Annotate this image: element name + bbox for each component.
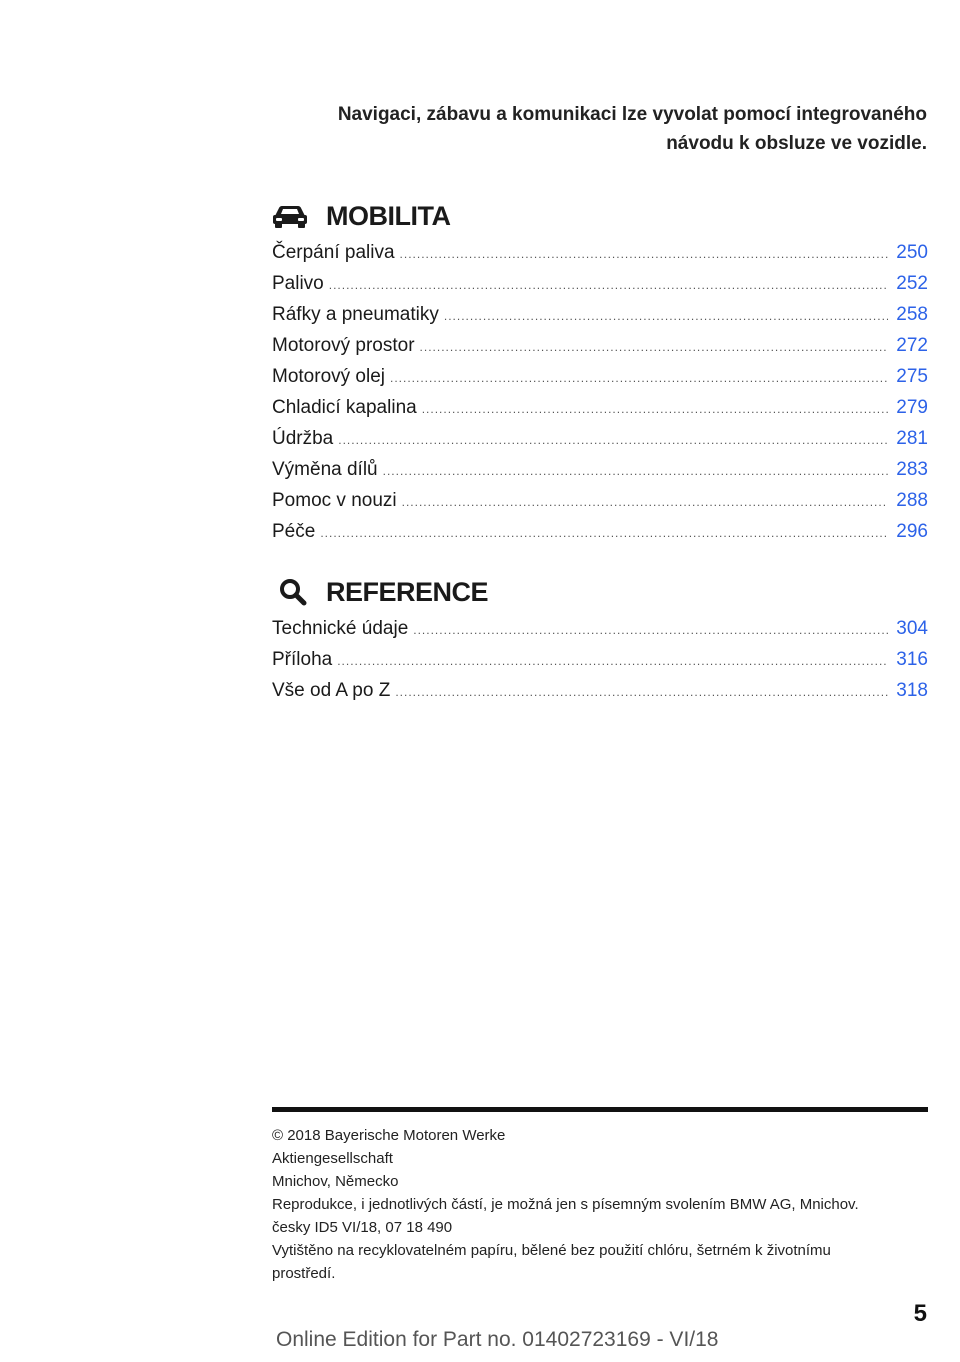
toc-page-link[interactable]: 318 bbox=[896, 680, 928, 701]
toc-page-link[interactable]: 279 bbox=[896, 397, 928, 418]
toc-label: Motorový olej bbox=[272, 366, 385, 387]
leader-dots bbox=[444, 307, 888, 326]
imprint-line: česky ID5 VI/18, 07 18 490 bbox=[272, 1219, 453, 1236]
toc-page-link[interactable]: 258 bbox=[896, 304, 928, 325]
page-number: 5 bbox=[913, 1300, 927, 1327]
toc-page-link[interactable]: 316 bbox=[896, 649, 928, 670]
toc-label: Technické údaje bbox=[272, 618, 409, 639]
leader-dots bbox=[390, 369, 888, 388]
leader-dots bbox=[402, 493, 889, 512]
toc-page-link[interactable]: 283 bbox=[896, 459, 928, 480]
intro-line-2: návodu k obsluze ve vozidle. bbox=[666, 133, 927, 154]
toc-entry[interactable] bbox=[272, 675, 928, 706]
toc-label: Vše od A po Z bbox=[272, 680, 391, 701]
toc-label: Příloha bbox=[272, 649, 333, 670]
leader-dots bbox=[413, 621, 888, 640]
toc-label: Péče bbox=[272, 521, 316, 542]
leader-dots bbox=[337, 652, 888, 671]
toc-entry[interactable] bbox=[272, 644, 928, 675]
leader-dots bbox=[400, 245, 889, 264]
imprint-line: prostředí. bbox=[272, 1265, 336, 1282]
toc-page-link[interactable]: 296 bbox=[896, 521, 928, 542]
toc-label: Výměna dílů bbox=[272, 459, 378, 480]
intro-line-1: Navigaci, zábavu a komunikaci lze vyvolat pomocí integrovaného bbox=[337, 104, 927, 125]
toc-entry[interactable] bbox=[272, 423, 928, 454]
toc-label: Palivo bbox=[272, 273, 324, 294]
toc-list-reference bbox=[272, 613, 928, 706]
leader-dots bbox=[320, 524, 888, 543]
toc-page-link[interactable]: 272 bbox=[896, 335, 928, 356]
toc-entry[interactable] bbox=[272, 516, 928, 547]
toc-label: Čerpání paliva bbox=[272, 242, 395, 263]
toc-entry[interactable] bbox=[272, 392, 928, 423]
toc-label: Údržba bbox=[272, 428, 334, 449]
toc-entry[interactable] bbox=[272, 299, 928, 330]
car-icon bbox=[272, 200, 312, 232]
toc-page-link[interactable]: 250 bbox=[896, 242, 928, 263]
imprint bbox=[272, 1124, 928, 1285]
leader-dots bbox=[420, 338, 889, 357]
leader-dots bbox=[395, 683, 888, 702]
toc-entry[interactable] bbox=[272, 330, 928, 361]
edition-footer: Online Edition for Part no. 01402723169 - VI/18 bbox=[276, 1328, 719, 1351]
toc-page-link[interactable]: 281 bbox=[896, 428, 928, 449]
toc-label: Pomoc v nouzi bbox=[272, 490, 397, 511]
toc-page-link[interactable]: 275 bbox=[896, 366, 928, 387]
imprint-line: Reprodukce, i jednotlivých částí, je možná jen s písemným svolením BMW AG, Mnichov. bbox=[272, 1196, 859, 1213]
toc-list-mobilita bbox=[272, 237, 928, 547]
toc-label: Chladicí kapalina bbox=[272, 397, 417, 418]
section-heading-reference bbox=[272, 572, 488, 612]
toc-page-link[interactable]: 288 bbox=[896, 490, 928, 511]
toc-entry[interactable] bbox=[272, 454, 928, 485]
toc-entry[interactable] bbox=[272, 268, 928, 299]
section-title: MOBILITA bbox=[326, 200, 451, 231]
intro-text bbox=[267, 100, 927, 158]
leader-dots bbox=[383, 462, 889, 481]
imprint-line: Aktiengesellschaft bbox=[272, 1150, 393, 1167]
toc-label: Ráfky a pneumatiky bbox=[272, 304, 439, 325]
imprint-line: Vytištěno na recyklovatelném papíru, bělené bez použití chlóru, šetrném k životnímu bbox=[272, 1242, 831, 1259]
toc-page-link[interactable]: 252 bbox=[896, 273, 928, 294]
leader-dots bbox=[422, 400, 889, 419]
toc-entry[interactable] bbox=[272, 361, 928, 392]
toc-entry[interactable] bbox=[272, 613, 928, 644]
imprint-line: Mnichov, Německo bbox=[272, 1173, 399, 1190]
toc-entry[interactable] bbox=[272, 485, 928, 516]
divider-rule bbox=[272, 1107, 928, 1112]
imprint-line: © 2018 Bayerische Motoren Werke bbox=[272, 1127, 506, 1144]
section-title: REFERENCE bbox=[326, 576, 489, 607]
search-icon bbox=[272, 576, 312, 608]
toc-page-link[interactable]: 304 bbox=[896, 618, 928, 639]
leader-dots bbox=[338, 431, 888, 450]
toc-label: Motorový prostor bbox=[272, 335, 415, 356]
section-heading-mobilita bbox=[272, 196, 450, 236]
toc-entry[interactable] bbox=[272, 237, 928, 268]
leader-dots bbox=[329, 276, 889, 295]
